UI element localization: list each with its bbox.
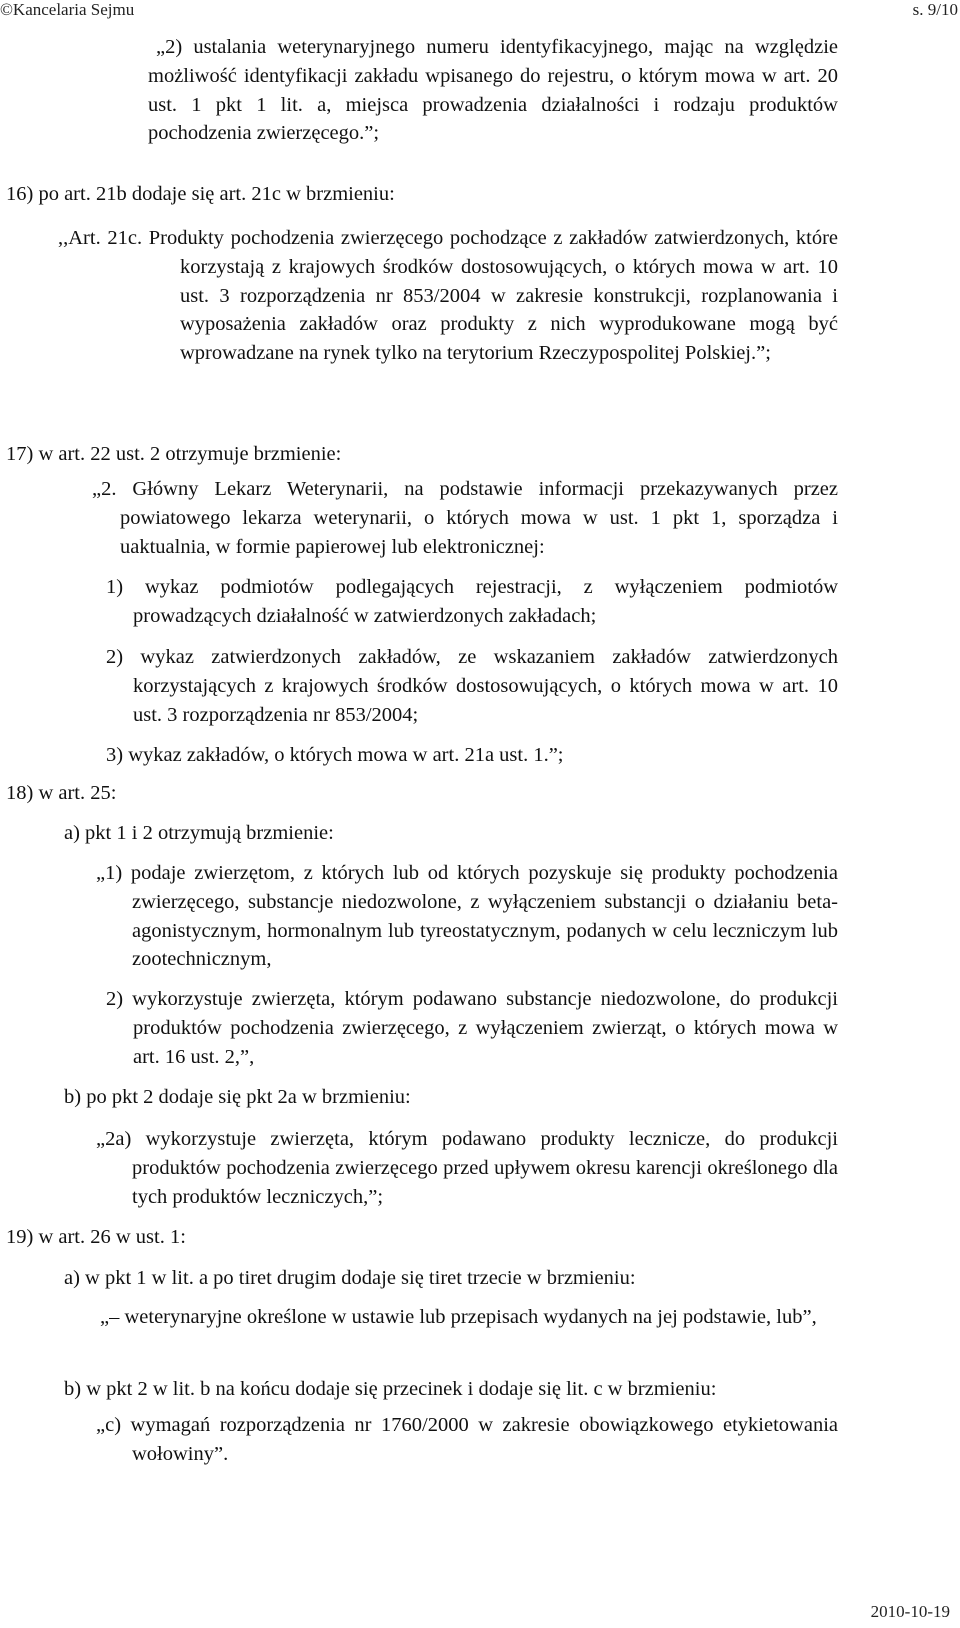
list-item-wykaz-3: 3) wykaz zakładów, o których mowa w art. 21a ust. 1.”; [106,744,564,766]
header-source: ©Kancelaria Sejmu [0,0,135,19]
footer-date: 2010-10-19 [870,1602,950,1621]
paragraph-18-a: a) pkt 1 i 2 otrzymują brzmienie: [64,822,334,844]
header-page-number: s. 9/10 [912,0,958,19]
paragraph-point-19: 19) w art. 26 w ust. 1: [6,1226,186,1248]
paragraph-art-21c: ,,Art. 21c. Produkty pochodzenia zwierzęcego pochodzące z zakładów zatwierdzonych, które korzystają z krajowych środków dostosowujących, o których mowa w art. 10 ust. 3 rozporządzenia nr 853/2004 w zakresie konstrukcji, rozplanowania i wyposażenia zakładów oraz produkty z nich wyprodukowane mogą być wprowadzane na rynek tylko na terytorium Rzeczypospolitej Polskiej.”; [58,227,838,365]
paragraph-point-17: 17) w art. 22 ust. 2 otrzymuje brzmienie: [6,443,342,465]
quoted-item-2a: „2a) wykorzystuje zwierzęta, którym podawano produkty lecznicze, do produkcji produktów pochodzenia zwierzęcego przed upływem okresu karencji określonego dla tych produktów leczniczych,”; [96,1128,838,1208]
paragraph-item-2-ustalania: „2) ustalania weterynaryjnego numeru identyfikacyjnego, mając na względzie możliwość identyfikacji zakładu wpisanego do rejestru, o którym mowa w art. 20 ust. 1 pkt 1 lit. a, miejsca prowadzenia działalności i rodzaju produktów pochodzenia zwierzęcego.”; [148,36,838,145]
paragraph-19-b: b) w pkt 2 w lit. b na końcu dodaje się przecinek i dodaje się lit. c w brzmieniu: [64,1378,717,1400]
list-item-wykaz-2: 2) wykaz zatwierdzonych zakładów, ze wskazaniem zakładów zatwierdzonych korzystających z krajowych środków dostosowujących, o których mowa w art. 10 ust. 3 rozporządzenia nr 853/2004; [106,646,838,726]
quoted-item-c-wymagan: „c) wymagań rozporządzenia nr 1760/2000 w zakresie obowiązkowego etykietowania wołowiny”. [96,1414,838,1465]
paragraph-point-16: 16) po art. 21b dodaje się art. 21c w brzmieniu: [6,183,395,205]
list-item-wykaz-1: 1) wykaz podmiotów podlegających rejestracji, z wyłączeniem podmiotów prowadzących działalność w zatwierdzonych zakładach; [106,576,838,627]
quoted-item-1-podaje: „1) podaje zwierzętom, z których lub od których pozyskuje się produkty pochodzenia zwierzęcego, substancje niedozwolone, z wyłączeniem substancji o działaniu beta-agonistycznym, hormonalnym lub tyreostatycznym, podanych w celu leczniczym lub zootechnicznym, [96,862,838,971]
paragraph-art-22-ust-2: „2. Główny Lekarz Weterynarii, na podstawie informacji przekazywanych przez powiatowego lekarza weterynarii, o których mowa w ust. 1 pkt 1, sporządza i uaktualnia, w formie papierowej lub elektronicznej: [92,478,838,558]
paragraph-18-b: b) po pkt 2 dodaje się pkt 2a w brzmieniu: [64,1086,411,1108]
paragraph-point-18: 18) w art. 25: [6,782,117,804]
paragraph-19-a: a) w pkt 1 w lit. a po tiret drugim dodaje się tiret trzecie w brzmieniu: [64,1267,636,1289]
quoted-item-2-wykorzystuje: 2) wykorzystuje zwierzęta, którym podawano substancje niedozwolone, do produkcji produktów pochodzenia zwierzęcego, z wyłączeniem zwierząt, o których mowa w art. 16 ust. 2,”, [106,988,838,1068]
quoted-tiret-weterynaryjne: „– weterynaryjne określone w ustawie lub przepisach wydanych na jej podstawie, lub”, [100,1306,817,1328]
